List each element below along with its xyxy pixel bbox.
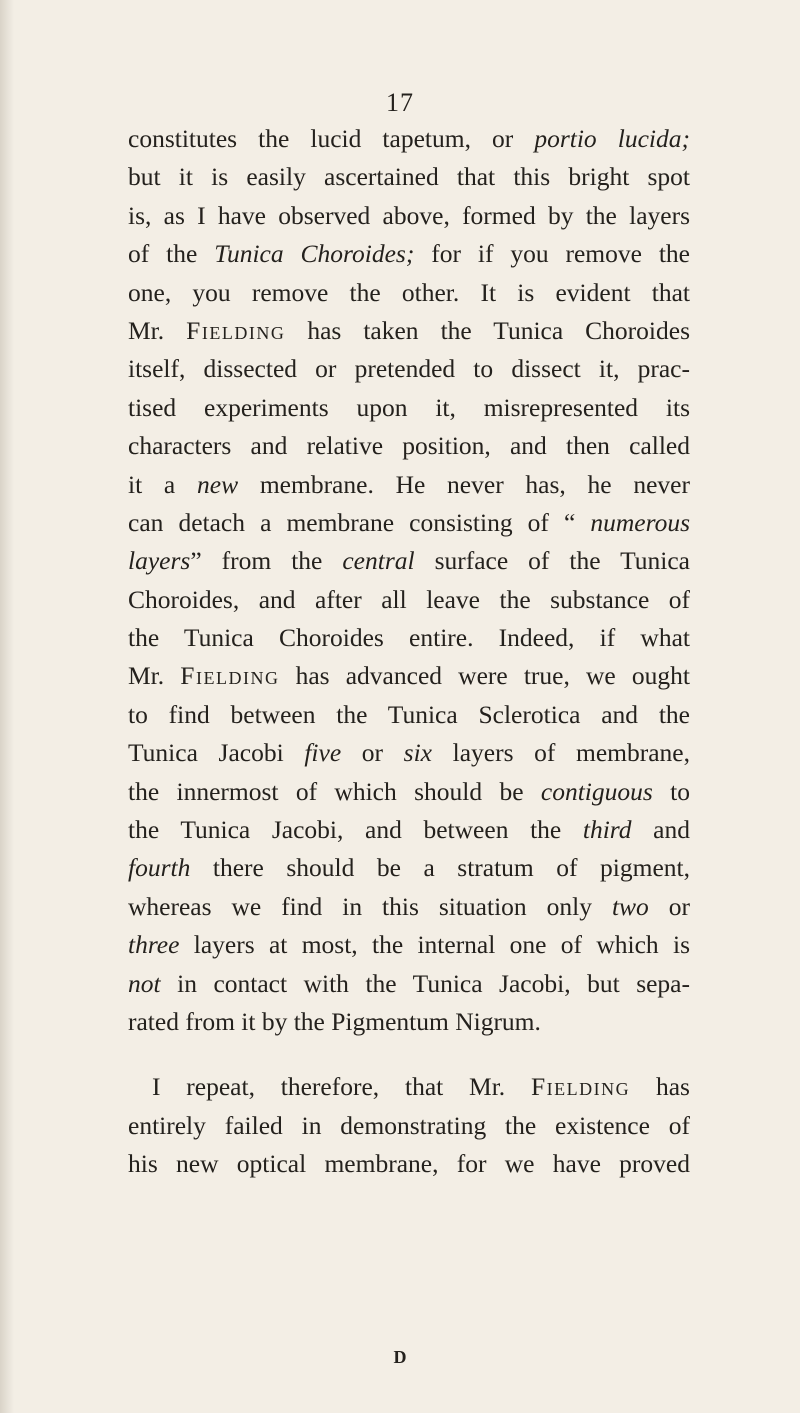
text-line <box>128 466 690 504</box>
text-line <box>128 734 690 772</box>
text-line: characters and relative position, and then called <box>128 431 690 461</box>
small-caps-name: Fielding <box>186 315 286 345</box>
text-run: layers of membrane, <box>431 738 691 768</box>
text-line <box>128 657 690 695</box>
page-number: 17 <box>386 88 414 117</box>
text-line <box>128 926 690 964</box>
paragraph <box>128 1068 690 1183</box>
text-run: I repeat, therefore, that Mr. <box>152 1072 531 1102</box>
text-line <box>128 235 690 273</box>
text-run: has advanced were true, we ought <box>279 661 690 691</box>
text-run: or <box>341 738 404 768</box>
text-run: in contact with the Tunica Jacobi, but sepa- <box>160 968 690 998</box>
body-text <box>128 120 690 1184</box>
italic-run: six <box>403 738 432 768</box>
text-run: surface of the Tunica <box>414 546 690 576</box>
text-run: ” from the <box>190 546 343 576</box>
text-run: whereas we find in this situation only <box>128 891 612 921</box>
italic-run: three <box>128 930 180 960</box>
text-run: membrane. He never has, he never <box>238 469 690 499</box>
text-run: has <box>630 1072 690 1102</box>
signature-mark: D <box>393 1347 407 1367</box>
italic-run: not <box>128 968 161 998</box>
text-run: Mr. <box>128 661 181 691</box>
text-run: the Tunica Jacobi, and between the <box>128 815 583 845</box>
italic-run: third <box>582 815 632 845</box>
small-caps-name: Fielding <box>180 661 280 691</box>
text-run: of the <box>128 239 215 269</box>
text-line <box>128 312 690 350</box>
text-line: tised experiments upon it, misrepresented its <box>128 392 690 422</box>
text-run: to <box>652 776 690 806</box>
text-line <box>128 888 690 926</box>
paragraph-gap <box>128 1041 690 1068</box>
italic-run: contiguous <box>540 776 653 806</box>
text-line: his new optical membrane, for we have proved <box>128 1149 690 1179</box>
italic-run: portio lucida; <box>534 124 690 153</box>
text-line: but it is easily ascertained that this bright spot <box>128 162 690 192</box>
text-run: there should be a stratum of pigment, <box>190 853 690 883</box>
text-line: rated from it by the Pigmentum Nigrum. <box>128 1006 541 1036</box>
italic-run: central <box>342 546 415 576</box>
text-run: the innermost of which should be <box>128 776 541 806</box>
text-line <box>128 849 690 887</box>
italic-run: five <box>304 738 342 768</box>
text-line: entirely failed in demonstrating the existence of <box>128 1110 690 1140</box>
text-run: and <box>631 815 690 845</box>
text-run: Mr. <box>128 315 187 345</box>
text-line <box>128 773 690 811</box>
text-line: itself, dissected or pretended to dissect it, prac- <box>128 354 690 384</box>
text-line <box>128 120 690 158</box>
text-line: to find between the Tunica Sclerotica and the <box>128 699 690 729</box>
italic-run: numerous <box>590 507 690 537</box>
text-run: for if you remove the <box>414 239 690 269</box>
text-run: or <box>648 891 690 921</box>
text-line: the Tunica Choroides entire. Indeed, if what <box>128 623 690 653</box>
page-edge-shadow <box>0 0 14 1413</box>
paragraph <box>128 120 690 1041</box>
text-run: it a <box>128 469 197 499</box>
text-run: Tunica Jacobi <box>128 738 305 768</box>
text-line: Choroides, and after all leave the substance of <box>128 584 690 614</box>
text-line <box>128 1068 690 1106</box>
text-line <box>128 965 690 1003</box>
text-line: one, you remove the other. It is evident that <box>128 277 690 307</box>
small-caps-name: Fielding <box>531 1072 631 1102</box>
text-run: has taken the Tunica Choroides <box>285 315 690 345</box>
text-run: can detach a membrane consisting of “ <box>128 507 591 537</box>
text-run: constitutes the lucid tapetum, or <box>128 124 535 153</box>
italic-run: new <box>197 469 239 499</box>
text-line <box>128 811 690 849</box>
italic-run: Tunica Choroides; <box>214 239 415 269</box>
text-line <box>128 542 690 580</box>
italic-run: fourth <box>128 853 191 883</box>
italic-run: layers <box>128 546 191 576</box>
text-line: is, as I have observed above, formed by the layers <box>128 200 690 230</box>
text-run: layers at most, the internal one of which is <box>179 930 690 960</box>
italic-run: two <box>611 891 649 921</box>
text-line <box>128 504 690 542</box>
